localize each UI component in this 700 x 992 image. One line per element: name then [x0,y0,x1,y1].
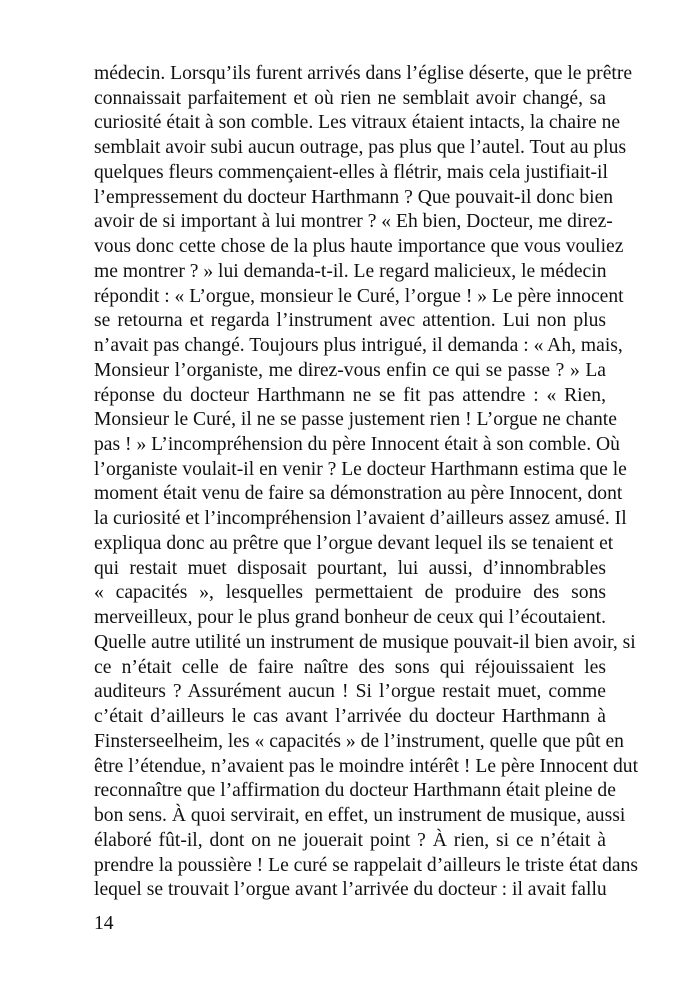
text-line: auditeurs ? Assurément aucun ! Si l’orgue restait muet, comme [94,681,606,703]
text-line: réponse du docteur Harthmann ne se fit pas attendre : « Rien, [94,384,606,406]
text-line: semblait avoir subi aucun outrage, pas plus que l’autel. Tout au plus [94,137,627,159]
text-line: lequel se trouvait l’orgue avant l’arrivée du docteur : il avait fallu [94,879,607,901]
page-number: 14 [94,913,114,934]
text-line: curiosité était à son comble. Les vitraux étaient intacts, la chaire ne [94,112,621,134]
text-line: l’empressement du docteur Harthmann ? Que pouvait-il donc bien [94,186,614,208]
text-line: se retourna et regarda l’instrument avec attention. Lui non plus [94,310,606,332]
text-line: Finsterseelheim, les « capacités » de l’instrument, quelle que pût en [94,730,624,752]
text-line: prendre la poussière ! Le curé se rappelait d’ailleurs le triste état dans [94,854,639,876]
text-line: ce n’était celle de faire naître des sons qui réjouissaient les [94,656,606,678]
text-line: moment était venu de faire sa démonstration au père Innocent, dont [94,483,623,505]
text-line: Quelle autre utilité un instrument de musique pouvait-il bien avoir, si [94,631,636,653]
text-line: reconnaître que l’affirmation du docteur Harthmann était pleine de [94,780,616,802]
text-line: élaboré fût-il, dont on ne jouerait point ? À rien, si ce n’était à [94,829,606,851]
text-line: l’organiste voulait-il en venir ? Le docteur Harthmann estima que le [94,458,627,480]
text-line: c’était d’ailleurs le cas avant l’arrivée du docteur Harthmann à [94,706,606,728]
text-line: médecin. Lorsqu’ils furent arrivés dans l’église déserte, que le prêtre [94,63,633,84]
text-line: bon sens. À quoi servirait, en effet, un instrument de musique, aussi [94,805,626,827]
text-line: quelques fleurs commençaient-elles à flétrir, mais cela justifiait-il [94,161,608,183]
text-line: Monsieur l’organiste, me direz-vous enfin ce qui se passe ? » La [94,359,606,381]
body-text [94,62,639,903]
text-line: vous donc cette chose de la plus haute importance que vous vouliez [94,236,624,258]
text-line: qui restait muet disposait pourtant, lui aussi, d’innombrables [94,557,606,579]
text-line: me montrer ? » lui demanda-t-il. Le regard malicieux, le médecin [94,260,607,282]
text-line: « capacités », lesquelles permettaient de produire des sons [94,582,606,604]
text-line: répondit : « L’orgue, monsieur le Curé, l’orgue ! » Le père innocent [94,285,624,307]
text-line: Monsieur le Curé, il ne se passe justement rien ! L’orgue ne chante [94,409,617,431]
text-line: connaissait parfaitement et où rien ne semblait avoir changé, sa [94,87,606,109]
text-line: avoir de si important à lui montrer ? « Eh bien, Docteur, me direz- [94,211,613,233]
text-line: la curiosité et l’incompréhension l’avaient d’ailleurs assez amusé. Il [94,508,627,530]
text-line: être l’étendue, n’avaient pas le moindre intérêt ! Le père Innocent dut [94,755,639,777]
text-line: pas ! » L’incompréhension du père Innocent était à son comble. Où [94,434,620,456]
text-line: merveilleux, pour le plus grand bonheur de ceux qui l’écoutaient. [94,607,606,629]
text-line: expliqua donc au prêtre que l’orgue devant lequel ils se tenaient et [94,532,614,554]
text-line: n’avait pas changé. Toujours plus intrigué, il demanda : « Ah, mais, [94,335,623,357]
